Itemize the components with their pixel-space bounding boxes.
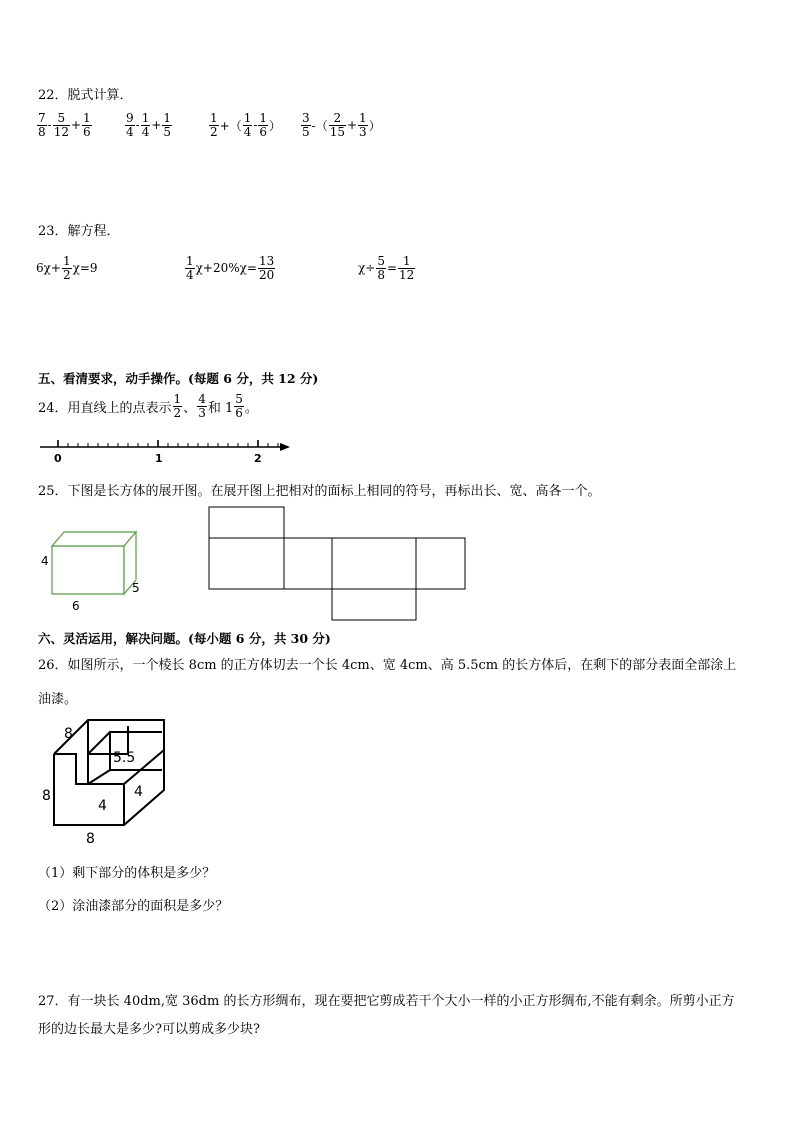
net-face-4 <box>416 538 465 589</box>
fraction: $\frac{7}{8}$ <box>38 111 46 139</box>
q22-title: 22．脱式计算． <box>38 88 133 103</box>
q26-text-line-2: 油漆。 <box>38 692 78 707</box>
operator: +（ <box>219 118 242 133</box>
cuboid-depth-label: 5 <box>132 581 140 595</box>
fraction: $\frac{1}{3}$ <box>359 111 367 139</box>
equation-text: χ÷ <box>358 261 376 276</box>
net-face-3 <box>332 538 416 589</box>
fraction: $\frac{1}{5}$ <box>163 111 172 139</box>
tick-label-0: 0 <box>54 452 62 465</box>
fraction: $\frac{13}{20}$ <box>258 254 275 282</box>
fraction: $\frac{1}{4}$ <box>141 111 150 139</box>
fraction: $\frac{1}{2}$ <box>173 392 182 420</box>
fraction: $\frac{5}{8}$ <box>377 254 385 282</box>
cuboid-height-label: 4 <box>41 554 49 568</box>
fraction: $\frac{1}{2}$ <box>210 111 218 139</box>
number-line <box>36 436 296 466</box>
q27-text-line-2: 形的边长最大是多少?可以剪成多少块? <box>38 1022 260 1037</box>
fraction: $\frac{4}{3}$ <box>198 392 206 420</box>
equation-text: χ+20%χ= <box>195 261 257 276</box>
separator: 。 <box>244 400 258 416</box>
fraction: $\frac{1}{4}$ <box>186 254 194 282</box>
q26-sub-question-1: （1）剩下部分的体积是多少？ <box>38 866 216 881</box>
fraction: $\frac{1}{6}$ <box>83 111 91 139</box>
net-face-top <box>209 507 284 538</box>
q24-text: 24．用直线上的点表示 <box>38 400 172 416</box>
figure-label-cut-width: 4 <box>98 798 107 814</box>
figure-label-bottom: 8 <box>86 831 95 847</box>
q22-expression-3 <box>208 112 281 138</box>
fraction: $\frac{3}{5}$ <box>302 111 310 139</box>
figure-label-cut-height: 5.5 <box>113 750 136 766</box>
tick-label-1: 1 <box>155 452 163 465</box>
cuboid-top-face <box>52 532 136 546</box>
equation-text: = <box>386 261 398 276</box>
figure-label-cut-depth: 4 <box>134 784 143 800</box>
q24-prompt <box>38 393 258 419</box>
tick-label-2: 2 <box>254 452 262 465</box>
cuboid-length-label: 6 <box>72 599 80 613</box>
operator: - <box>253 118 258 133</box>
operator: ） <box>269 118 282 133</box>
q26-text-line-1: 26．如图所示，一个棱长 8cm 的正方体切去一个长 4cm、宽 4cm、高 5.5cm 的长方体后，在剩下的部分表面全部涂上 <box>38 658 737 673</box>
q23-equation-2 <box>184 255 276 281</box>
figure-label-left: 8 <box>42 788 51 804</box>
cuboid-net <box>206 504 470 626</box>
q25-prompt: 25．下图是长方体的展开图。在展开图上把相对的面标上相同的符号，再标出长、宽、高各一个。 <box>38 484 601 499</box>
fraction: $\frac{5}{6}$ <box>235 392 243 420</box>
cuboid-figure <box>36 528 156 614</box>
separator: 和 1 <box>207 400 234 416</box>
fraction: $\frac{5}{12}$ <box>53 111 69 139</box>
operator: - <box>47 118 52 133</box>
fraction: $\frac{1}{6}$ <box>259 111 268 139</box>
fraction: $\frac{2}{15}$ <box>329 111 345 139</box>
net-face-bottom <box>332 589 416 620</box>
q23-equation-3 <box>358 255 416 281</box>
net-face-2 <box>284 538 332 589</box>
operator: + <box>346 118 358 133</box>
operator: ） <box>368 118 381 133</box>
cuboid-front-face <box>52 546 124 594</box>
fraction: $\frac{1}{12}$ <box>399 254 415 282</box>
arrow-icon <box>280 443 290 451</box>
operator: - <box>135 118 140 133</box>
equation-text: 6χ+ <box>36 261 61 276</box>
q22-expression-4 <box>300 112 381 138</box>
operator: + <box>70 118 82 133</box>
fraction: $\frac{9}{4}$ <box>126 111 134 139</box>
q22-expression-1 <box>36 112 93 138</box>
section-5-title: 五、看清要求，动手操作。(每题 6 分，共 12 分) <box>38 371 319 386</box>
figure-label-top: 8 <box>64 726 73 742</box>
separator: 、 <box>183 400 197 416</box>
q23-equation-1 <box>36 255 98 281</box>
q26-sub-question-2: （2）涂油漆部分的面积是多少？ <box>38 899 229 914</box>
operator: + <box>151 118 162 133</box>
cut-cube-figure <box>38 712 174 852</box>
net-face-1 <box>209 538 284 589</box>
q27-text-line-1: 27．有一块长 40dm,宽 36dm 的长方形绸布，现在要把它剪成若干个大小一样的小正方形绸布,不能有剩余。所剪小正方 <box>38 994 735 1009</box>
operator: -（ <box>311 118 328 133</box>
q22-expression-2 <box>124 112 173 138</box>
q23-title: 23．解方程． <box>38 224 120 239</box>
fraction: $\frac{1}{2}$ <box>62 254 71 282</box>
equation-text: χ=9 <box>72 261 98 276</box>
section-6-title: 六、灵活运用，解决问题。(每小题 6 分，共 30 分) <box>38 631 331 646</box>
fraction: $\frac{1}{4}$ <box>243 111 252 139</box>
